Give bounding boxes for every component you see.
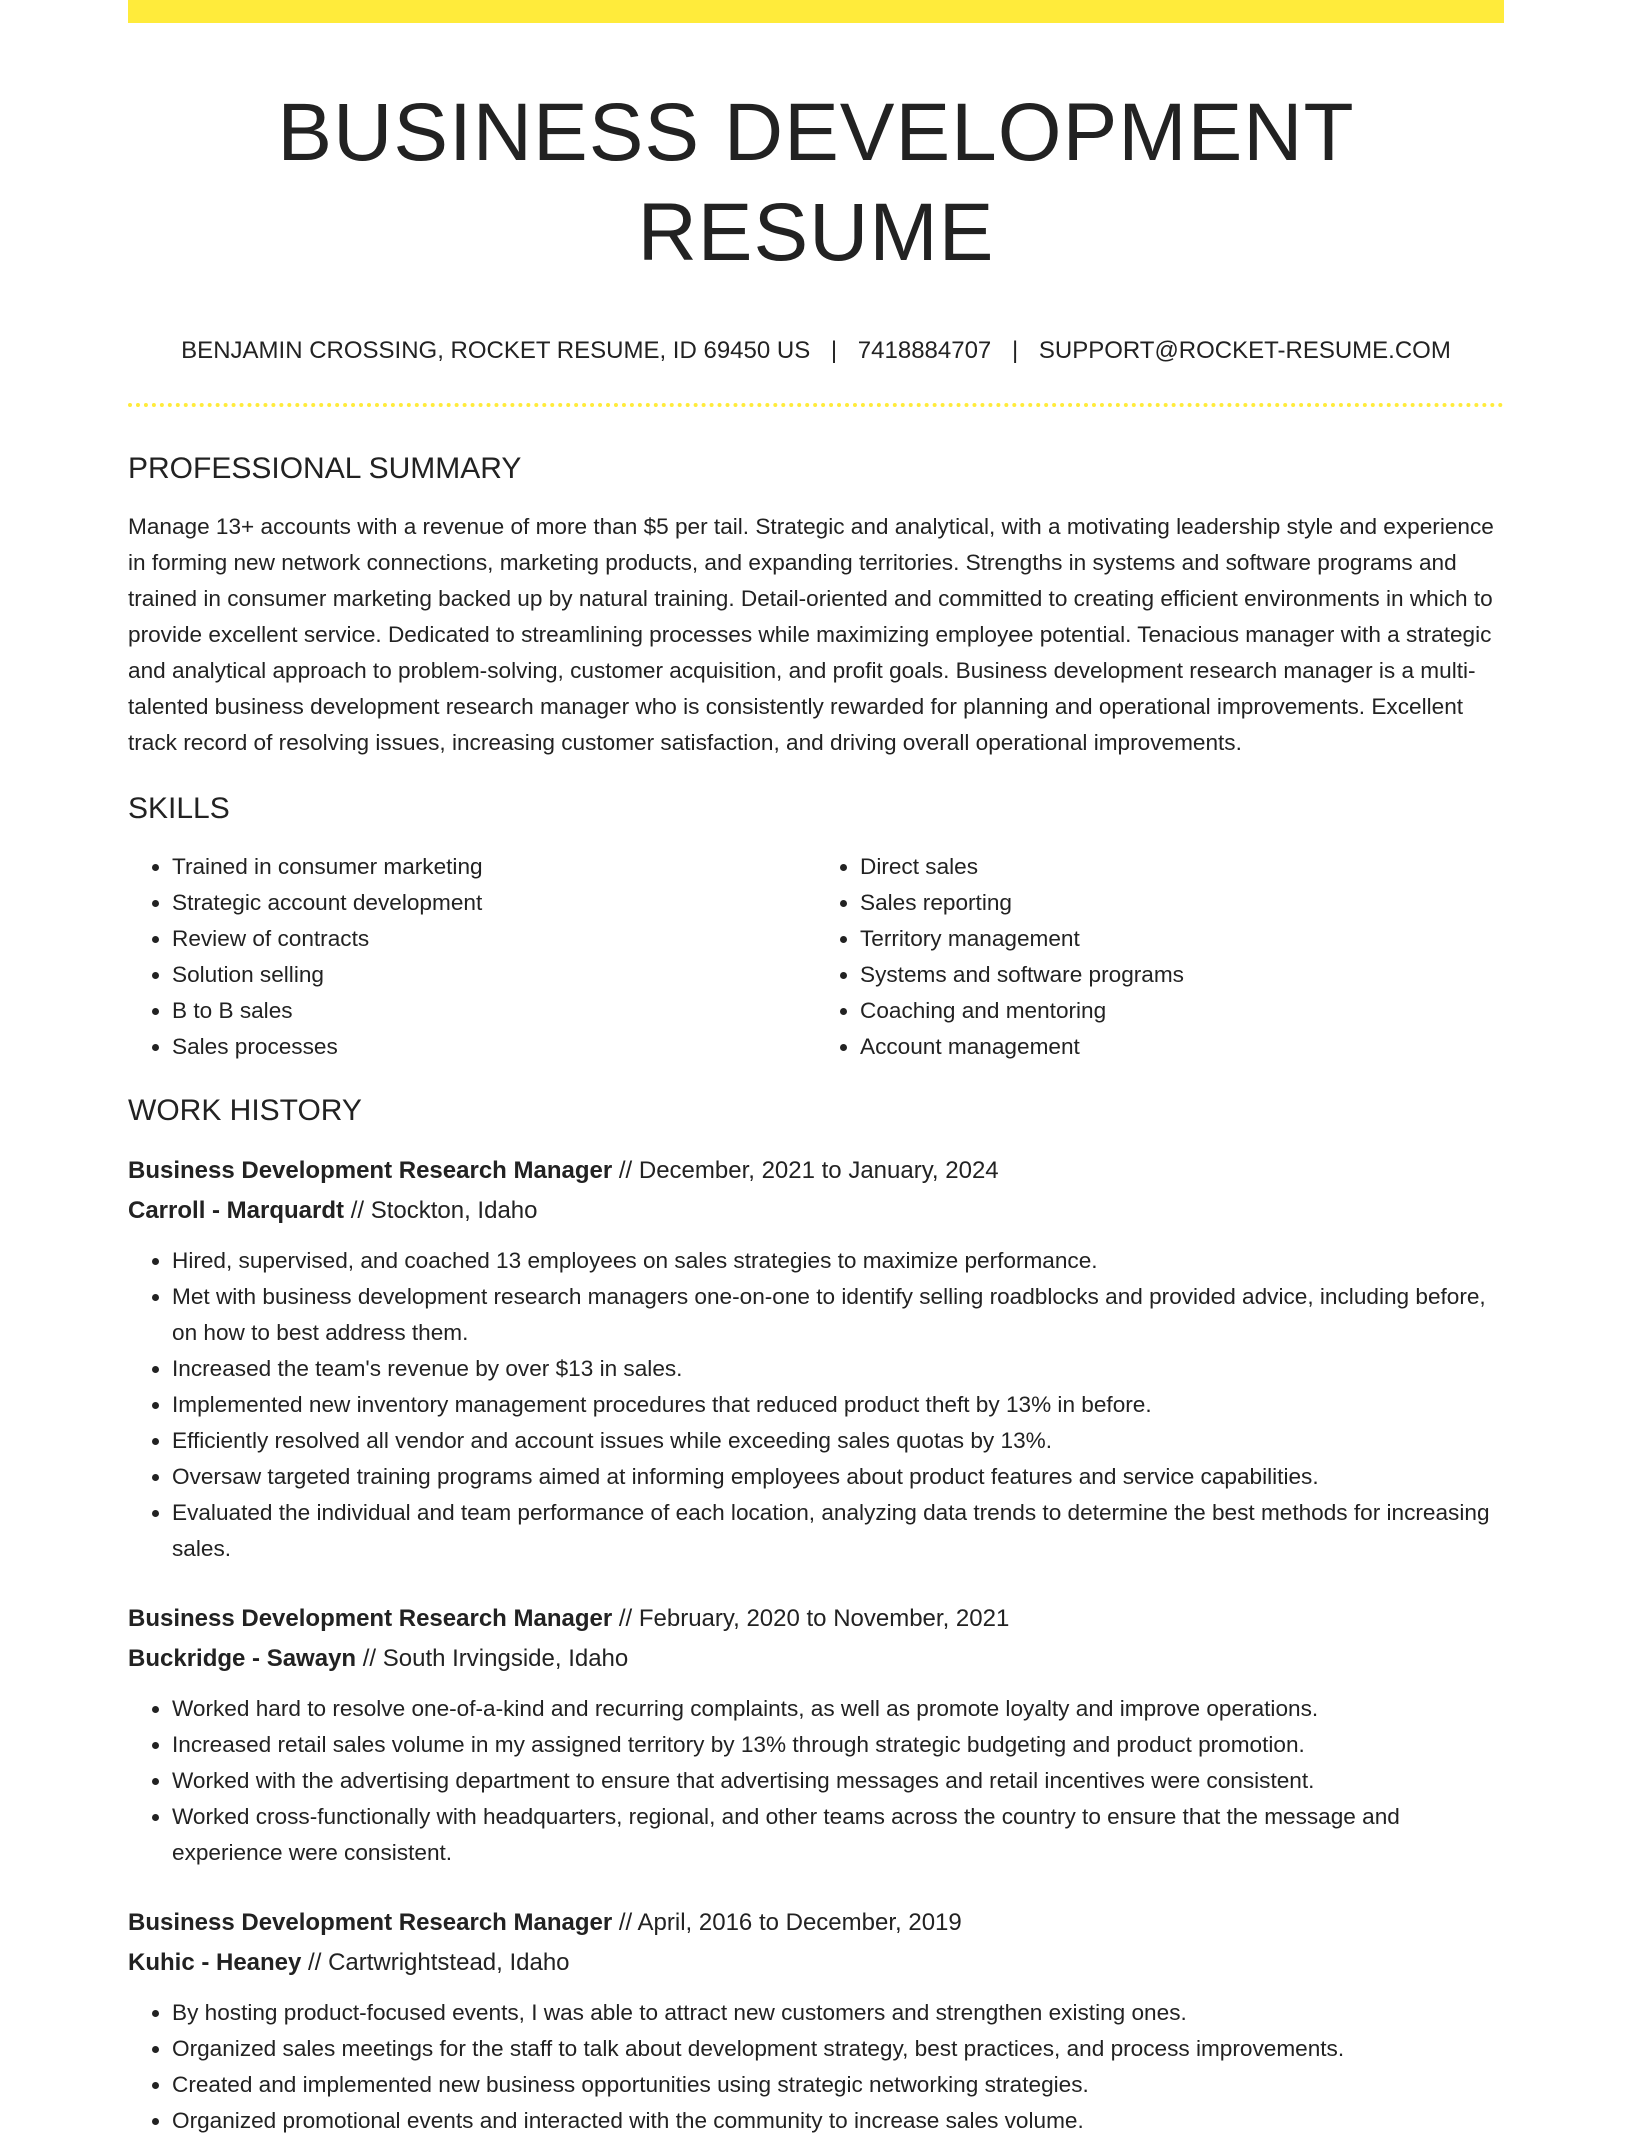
page-title: BUSINESS DEVELOPMENT RESUME (277, 87, 1355, 278)
skills-column-right (816, 849, 1504, 1065)
job-bullet: • Efficiently resolved all vendor and account issues while exceeding sales quotas by 13%. (172, 1423, 1504, 1459)
job-location: // Stockton, Idaho (344, 1197, 538, 1224)
job-company: Buckridge - Sawayn (128, 1645, 357, 1672)
job-title: Business Development Research Manager (128, 1157, 613, 1184)
job-bullet: • Worked with the advertising department to ensure that advertising messages and retail incentives were consistent. (172, 1763, 1504, 1799)
skills-heading: SKILLS (128, 792, 230, 825)
job-title-line (128, 1903, 1504, 1943)
summary-text: Manage 13+ accounts with a revenue of more than $5 per tail. Strategic and analytical, with a motivating leadership style and experience in forming new network connections, marketing products, and expanding territories. Strengths in systems and software programs and trained in consumer marketing backed up by natural training. Detail-oriented and committed to creating efficient environments in which to provide excellent service. Dedicated to streamlining processes while maximizing employee potential. Tenacious manager with a strategic and analytical approach to problem-solving, customer acquisition, and profit goals. Business development research manager is a multi-talented business development research manager who is consistently rewarded for planning and operational improvements. Excellent track record of resolving issues, increasing customer satisfaction, and driving overall operational improvements. (128, 514, 1494, 755)
contact-phone[interactable]: 7418884707 (857, 337, 992, 364)
skill-item: • Sales reporting (860, 885, 1504, 921)
job-company-line (128, 1191, 1504, 1231)
top-accent-bar (128, 0, 1504, 23)
job-bullet: • Hired, supervised, and coached 13 employees on sales strategies to maximize performance. (172, 1243, 1504, 1279)
contact-separator: | (1011, 337, 1019, 364)
job-bullet: • Implemented new inventory management procedures that reduced product theft by 13% in before. (172, 1387, 1504, 1423)
summary-heading: PROFESSIONAL SUMMARY (128, 452, 522, 485)
job-bullet: • Increased the team's revenue by over $13 in sales. (172, 1351, 1504, 1387)
job-bullet: • Organized promotional events and interacted with the community to increase sales volume. (172, 2103, 1504, 2139)
job-bullet: • Worked hard to resolve one-of-a-kind and recurring complaints, as well as promote loyalty and improve operations. (172, 1691, 1504, 1727)
job-company: Kuhic - Heaney (128, 1949, 302, 1976)
job-bullet: • Met with business development research managers one-on-one to identify selling roadblocks and provided advice, including before, on how to best address them. (172, 1279, 1504, 1351)
work-heading: WORK HISTORY (128, 1094, 362, 1127)
job-dates: // February, 2020 to November, 2021 (612, 1605, 1010, 1632)
job-dates: // December, 2021 to January, 2024 (612, 1157, 999, 1184)
skill-item: • Direct sales (860, 849, 1504, 885)
skills-column-left (128, 849, 816, 1065)
skill-item: • Trained in consumer marketing (172, 849, 816, 885)
job-title: Business Development Research Manager (128, 1605, 613, 1632)
job-bullet: • Evaluated the individual and team performance of each location, analyzing data trends to determine the best methods for increasing sales. (172, 1495, 1504, 1567)
contact-email[interactable]: SUPPORT@ROCKET-RESUME.COM (1038, 337, 1451, 364)
skill-item: • Account management (860, 1029, 1504, 1065)
job-bullet: • Increased retail sales volume in my assigned territory by 13% through strategic budgeting and product promotion. (172, 1727, 1504, 1763)
job-location: // South Irvingside, Idaho (356, 1645, 629, 1672)
skill-item: • Strategic account development (172, 885, 816, 921)
skill-item: • Systems and software programs (860, 957, 1504, 993)
job-company-line (128, 1639, 1504, 1679)
job-bullets (128, 1995, 1504, 2139)
job-bullets (128, 1691, 1504, 1871)
dotted-divider (128, 403, 1504, 407)
skill-item: • Sales processes (172, 1029, 816, 1065)
job-company: Carroll - Marquardt (128, 1197, 345, 1224)
contact-address: BENJAMIN CROSSING, ROCKET RESUME, ID 69450 US (181, 337, 811, 364)
job-bullet: • By hosting product-focused events, I was able to attract new customers and strengthen existing ones. (172, 1995, 1504, 2031)
job-title-line (128, 1599, 1504, 1639)
job-company-line (128, 1943, 1504, 1983)
job-entry (128, 1151, 1504, 1567)
skill-item: • Review of contracts (172, 921, 816, 957)
job-title-line (128, 1151, 1504, 1191)
job-bullet: • Organized sales meetings for the staff to talk about development strategy, best practices, and process improvements. (172, 2031, 1504, 2067)
job-title: Business Development Research Manager (128, 1909, 613, 1936)
skill-item: • Territory management (860, 921, 1504, 957)
job-bullet: • Created and implemented new business opportunities using strategic networking strategies. (172, 2067, 1504, 2103)
job-bullets (128, 1243, 1504, 1567)
job-location: // Cartwrightstead, Idaho (301, 1949, 570, 1976)
contact-line (128, 337, 1504, 365)
skills-list (128, 849, 1504, 1065)
job-dates: // April, 2016 to December, 2019 (612, 1909, 962, 1936)
job-bullet: • Worked cross-functionally with headquarters, regional, and other teams across the country to ensure that the message and experience were consistent. (172, 1799, 1504, 1871)
resume-content (128, 0, 1504, 2139)
job-bullet: • Oversaw targeted training programs aimed at informing employees about product features and service capabilities. (172, 1459, 1504, 1495)
skill-item: • B to B sales (172, 993, 816, 1029)
job-entry (128, 1903, 1504, 2139)
job-entry (128, 1599, 1504, 1871)
skill-item: • Coaching and mentoring (860, 993, 1504, 1029)
skill-item: • Solution selling (172, 957, 816, 993)
contact-separator: | (830, 337, 838, 364)
